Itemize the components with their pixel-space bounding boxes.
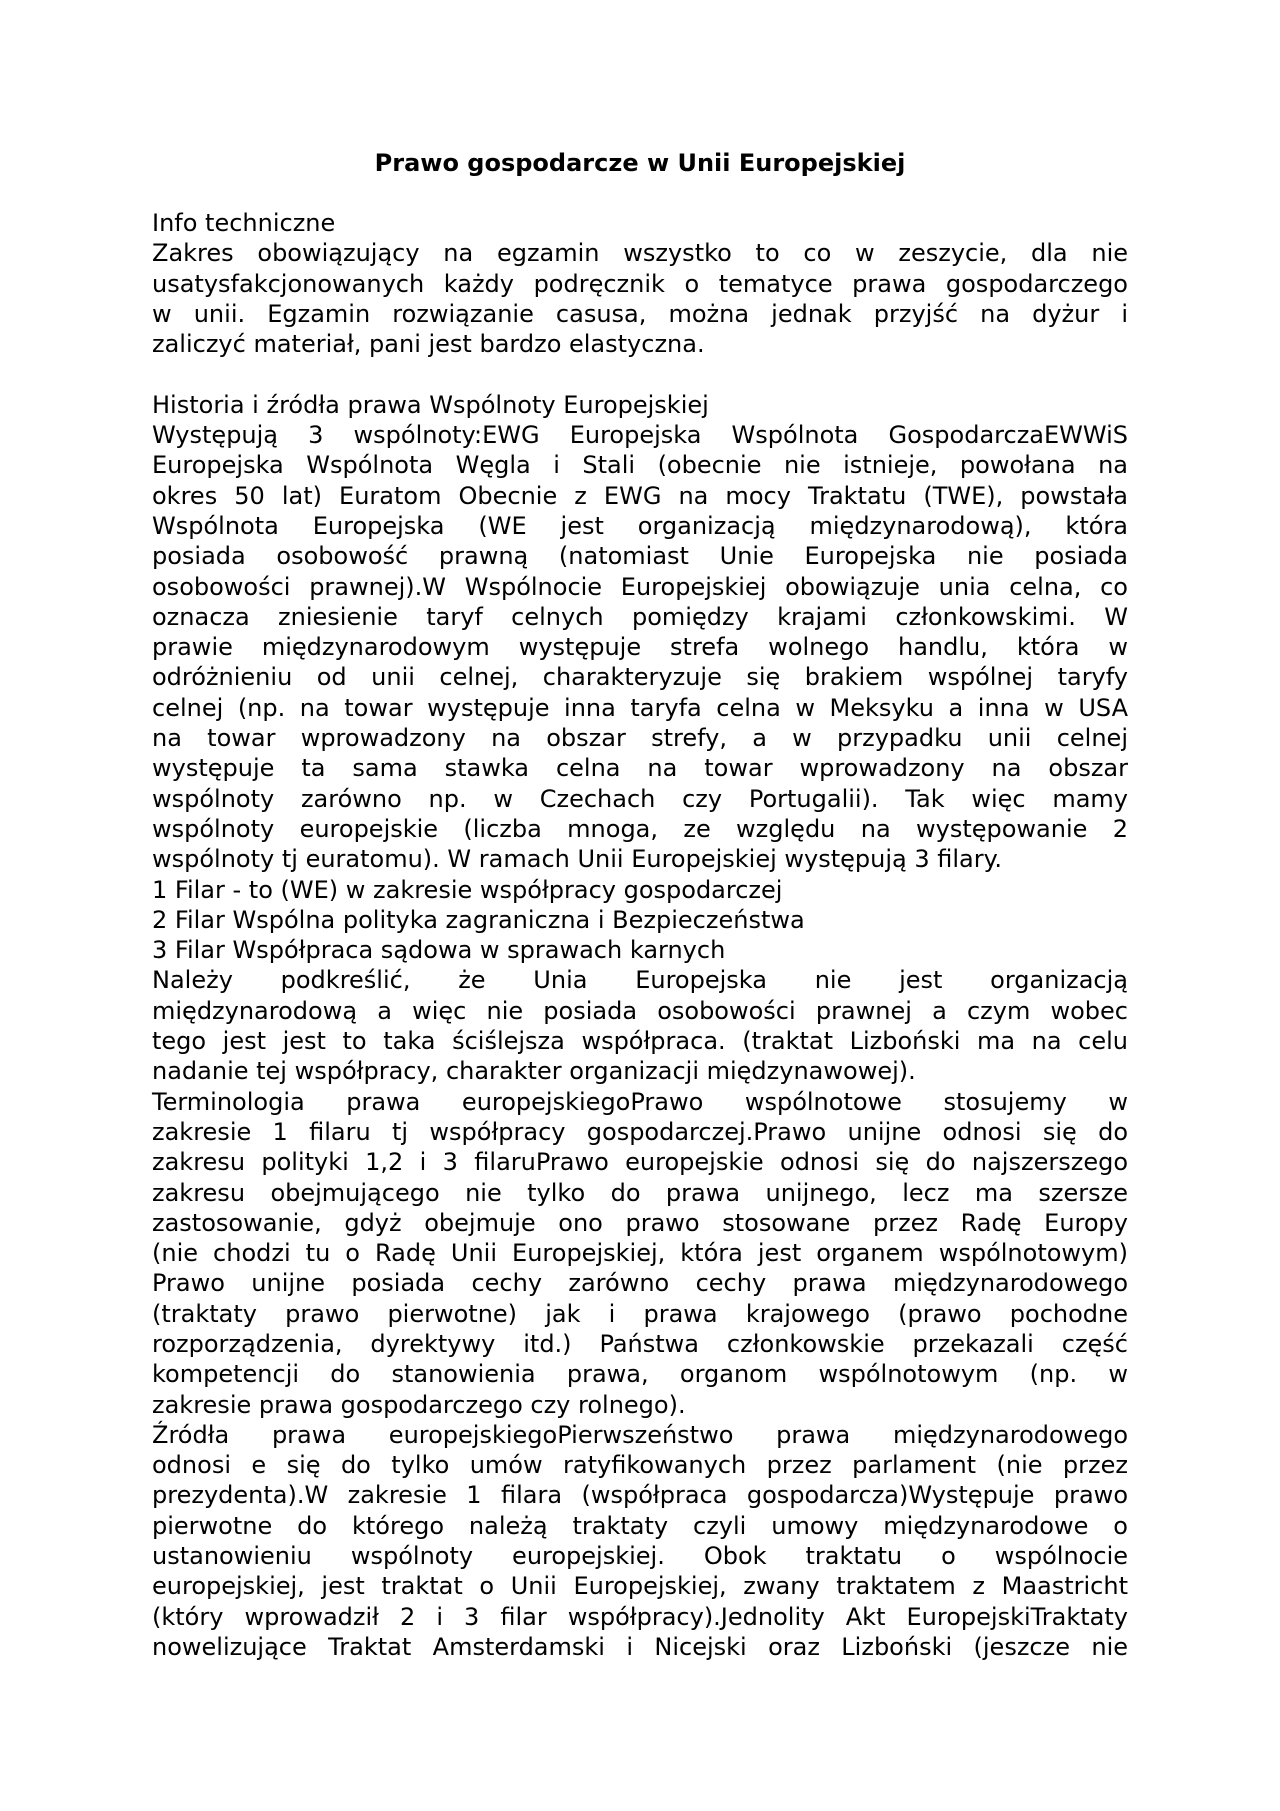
text-line: Europejska Wspólnota Węgla i Stali (obecnie nie istnieje, powołana na [152, 451, 1128, 480]
text-line: zakresie prawa gospodarczego czy rolnego). [152, 1390, 686, 1419]
text-line: zaliczyć materiał, pani jest bardzo elastyczna. [152, 330, 705, 359]
text-line: oznacza zniesienie taryf celnych pomiędzy krajami członkowskimi. W [152, 602, 1128, 631]
text-line: zastosowanie, gdyż obejmuje ono prawo stosowane przez Radę Europy [152, 1208, 1128, 1237]
text-line: odnosi e się do tylko umów ratyfikowanych przez parlament (nie przez [152, 1451, 1128, 1480]
text-line: Zakres obowiązujący na egzamin wszystko to co w zeszycie, dla nie [152, 239, 1128, 268]
text-line: 2 Filar Wspólna polityka zagraniczna i Bezpieczeństwa [152, 905, 805, 934]
document-body [152, 208, 1128, 1662]
text-line: Prawo unijne posiada cechy zarówno cechy prawa międzynarodowego [152, 1269, 1128, 1298]
text-line: (traktaty prawo pierwotne) jak i prawa krajowego (prawo pochodne [152, 1299, 1128, 1328]
text-line: Wspólnota Europejska (WE jest organizacją międzynarodową), która [152, 511, 1128, 540]
text-line: na towar wprowadzony na obszar strefy, a w przypadku unii celnej [152, 724, 1128, 753]
text-line: nowelizujące Traktat Amsterdamski i Nicejski oraz Lizboński (jeszcze nie [152, 1632, 1128, 1661]
text-line: (który wprowadził 2 i 3 filar współpracy).Jednolity Akt EuropejskiTraktaty [152, 1602, 1128, 1631]
text-line: 3 Filar Współpraca sądowa w sprawach karnych [152, 936, 726, 965]
text-line: Info techniczne [152, 209, 336, 237]
text-line: wspólnoty zarówno np. w Czechach czy Portugalii). Tak więc mamy [152, 784, 1128, 813]
text-line: występuje ta sama stawka celna na towar wprowadzony na obszar [152, 754, 1128, 783]
document-page [152, 148, 1128, 1662]
text-line: zakresie 1 filaru tj współpracy gospodarczej.Prawo unijne odnosi się do [152, 1117, 1128, 1146]
text-line: ustanowieniu wspólnoty europejskiej. Obok traktatu o wspólnocie [152, 1542, 1128, 1571]
text-line: osobowości prawnej).W Wspólnocie Europejskiej obowiązuje unia celna, co [152, 572, 1128, 601]
text-line: zakresu obejmującego nie tylko do prawa unijnego, lecz ma szersze [152, 1178, 1128, 1207]
text-line: celnej (np. na towar występuje inna taryfa celna w Meksyku a inna w USA [152, 693, 1128, 722]
text-line: międzynarodową a więc nie posiada osobowości prawnej a czym wobec [152, 996, 1128, 1025]
text-line: w unii. Egzamin rozwiązanie casusa, można jednak przyjść na dyżur i [152, 299, 1128, 328]
text-line: Historia i źródła prawa Wspólnoty Europejskiej [152, 390, 709, 419]
text-line: 1 Filar - to (WE) w zakresie współpracy gospodarczej [152, 875, 783, 904]
text-line: tego jest jest to taka ściślejsza współpraca. (traktat Lizboński ma na celu [152, 1027, 1128, 1056]
text-line: wspólnoty tj euratomu). W ramach Unii Europejskiej występują 3 filary. [152, 845, 1003, 874]
text-line: kompetencji do stanowienia prawa, organom wspólnotowym (np. w [152, 1360, 1128, 1389]
text-line: usatysfakcjonowanych każdy podręcznik o tematyce prawa gospodarczego [152, 269, 1128, 298]
text-line: Źródła prawa europejskiegoPierwszeństwo prawa międzynarodowego [152, 1420, 1128, 1449]
text-line: Terminologia prawa europejskiegoPrawo wspólnotowe stosujemy w [152, 1087, 1128, 1116]
text-line: Należy podkreślić, że Unia Europejska nie jest organizacją [152, 966, 1128, 995]
text-line: Występują 3 wspólnoty:EWG Europejska Wspólnota GospodarczaEWWiS [152, 421, 1128, 450]
text-line: posiada osobowość prawną (natomiast Unie Europejska nie posiada [152, 542, 1128, 571]
text-line: europejskiej, jest traktat o Unii Europejskiej, zwany traktatem z Maastricht [152, 1572, 1128, 1601]
text-line: wspólnoty europejskie (liczba mnoga, ze względu na występowanie 2 [152, 814, 1128, 843]
text-line: nadanie tej współpracy, charakter organizacji międzynawowej). [152, 1057, 916, 1086]
text-line: okres 50 lat) Euratom Obecnie z EWG na mocy Traktatu (TWE), powstała [152, 481, 1128, 510]
document-title: Prawo gospodarcze w Unii Europejskiej [374, 149, 906, 177]
text-line: zakresu polityki 1,2 i 3 filaruPrawo europejskie odnosi się do najszerszego [152, 1148, 1128, 1177]
text-line: pierwotne do którego należą traktaty czyli umowy międzynarodowe o [152, 1511, 1128, 1540]
blank-line [152, 359, 1128, 389]
text-line: rozporządzenia, dyrektywy itd.) Państwa członkowskie przekazali część [152, 1329, 1128, 1358]
text-line: odróżnieniu od unii celnej, charakteryzuje się brakiem wspólnej taryfy [152, 663, 1128, 692]
text-line: prawie międzynarodowym występuje strefa wolnego handlu, która w [152, 633, 1128, 662]
text-line: (nie chodzi tu o Radę Unii Europejskiej, która jest organem wspólnotowym) [152, 1239, 1128, 1268]
text-line: prezydenta).W zakresie 1 filara (współpraca gospodarcza)Występuje prawo [152, 1481, 1128, 1510]
